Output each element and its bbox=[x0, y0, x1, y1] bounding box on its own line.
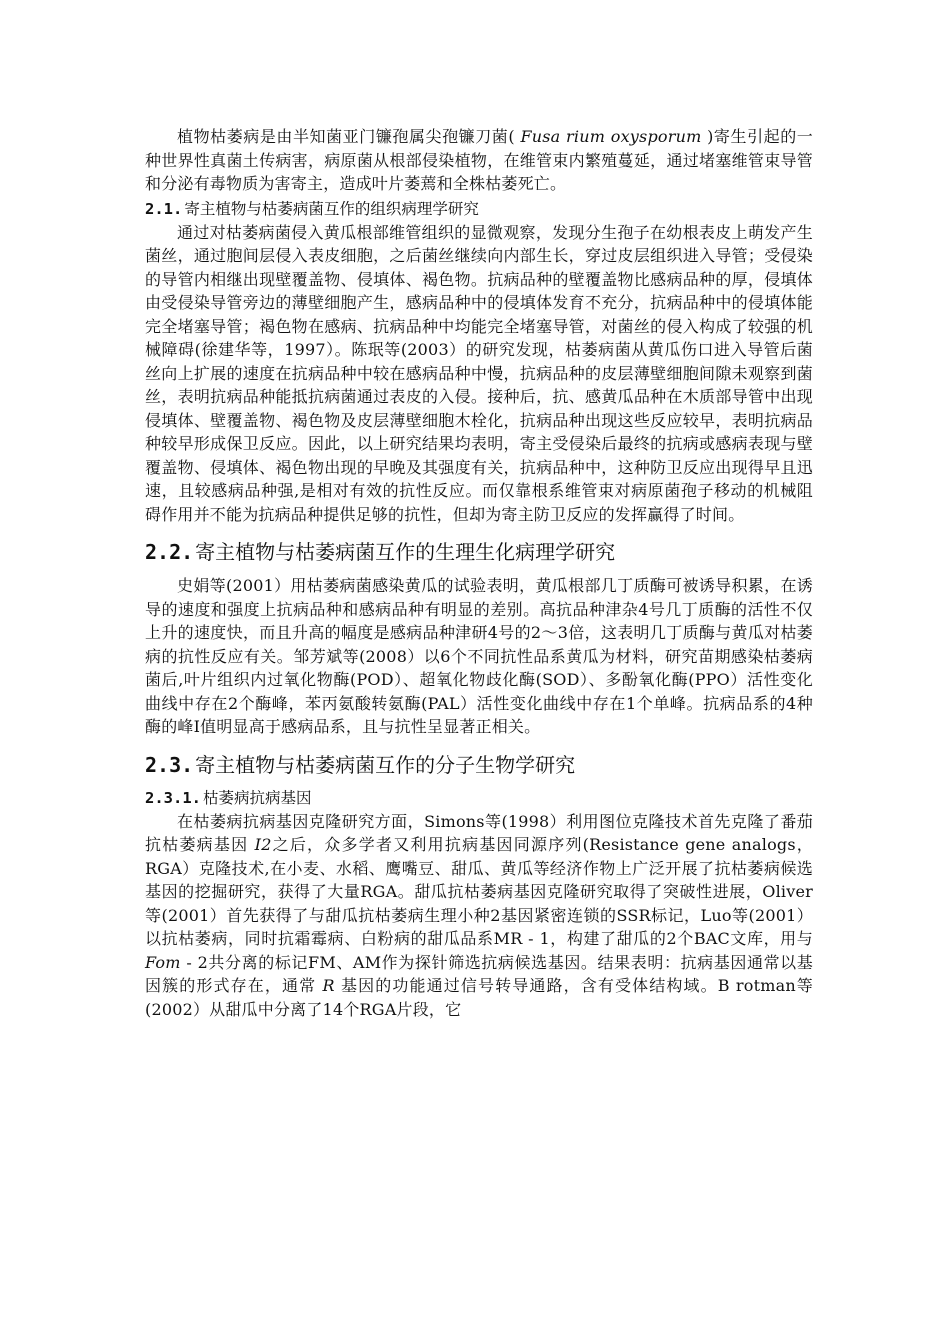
gene-name: I2 bbox=[248, 835, 272, 854]
gene-name: Fom bbox=[145, 952, 181, 972]
section-2-2-heading bbox=[145, 538, 813, 566]
section-2-1-heading bbox=[145, 198, 813, 221]
section-title: 枯萎病抗病基因 bbox=[203, 788, 312, 807]
paragraph-text: 在枯萎病抗病基因克隆研究方面，Simons等(1998）利用图位克隆技术首先克隆了番茄抗枯萎病基因 bbox=[145, 811, 813, 854]
section-number: 2.2. bbox=[145, 540, 194, 564]
species-name: Fusa rium oxysporum bbox=[514, 127, 708, 146]
section-2-1-paragraph: 通过对枯萎病菌侵入黄瓜根部维管组织的显微观察，发现分生孢子在幼根表皮上萌发产生菌丝，通过胞间层侵入表皮细胞，之后菌丝继续向内部生长，穿过皮层组织进入导管；受侵染的导管内相继出现壁覆盖物、侵填体、褐色物。抗病品种的壁覆盖物比感病品种的厚，侵填体由受侵染导管旁边的薄壁细胞产生，感病品种中的侵填体发育不充分，抗病品种中的侵填体能完全堵塞导管；褐色物在感病、抗病品种中均能完全堵塞导管，对菌丝的侵入构成了较强的机械障碍(徐建华等，1997）。陈珉等(2003）的研究发现，枯萎病菌从黄瓜伤口进入导管后菌丝向上扩展的速度在抗病品种中较在感病品种中慢，抗病品种的皮层薄壁细胞间隙未观察到菌丝，表明抗病品种能抵抗病菌通过表皮的入侵。接种后，抗、感黄瓜品种在木质部导管中出现侵填体、壁覆盖物、褐色物及皮层薄壁细胞木栓化，抗病品种出现这些反应较早，表明抗病品种较早形成保卫反应。因此，以上研究结果均表明，寄主受侵染后最终的抗病或感病表现与壁覆盖物、侵填体、褐色物出现的早晚及其强度有关，抗病品种中，这种防卫反应出现得早且迅速，且较感病品种强,是相对有效的抗性反应。而仅靠根系维管束对病原菌孢子移动的机械阻碍作用并不能为抗病品种提供足够的抗性，但却为寄主防卫反应的发挥赢得了时间。 bbox=[145, 222, 813, 524]
section-title: 寄主植物与枯萎病菌互作的组织病理学研究 bbox=[184, 199, 479, 218]
paragraph-text: - 2共分离的标记FM、AM作为探针筛选抗病候选基因。结果表明：抗病基因通常以基因簇的形式存在，通常 bbox=[145, 952, 813, 995]
section-number: 2.3.1. bbox=[145, 788, 201, 807]
gene-name: R bbox=[316, 976, 341, 995]
section-2-2-paragraph: 史娟等(2001）用枯萎病菌感染黄瓜的试验表明，黄瓜根部几丁质酶可被诱导积累，在诱导的速度和强度上抗病品种和感病品种有明显的差别。高抗品种津杂4号几丁质酶的活性不仅上升的速度快，而且升高的幅度是感病品种津研4号的2～3倍，这表明几丁质酶与黄瓜对枯萎病的抗性反应有关。邹芳斌等(2008）以6个不同抗性品系黄瓜为材料，研究苗期感染枯萎病菌后,叶片组织内过氧化物酶(POD）、超氧化物歧化酶(SOD）、多酚氧化酶(PPO）活性变化曲线中存在2个酶峰，苯丙氨酸转氨酶(PAL）活性变化曲线中存在1个单峰。抗病品系的4种酶的峰Ⅰ值明显高于感病品系，且与抗性呈显著正相关。 bbox=[145, 576, 813, 736]
section-title: 寄主植物与枯萎病菌互作的分子生物学研究 bbox=[195, 752, 576, 777]
paragraph-text: 基因的功能通过信号转导通路，含有受体结构域。B rotman等(2002）从甜瓜中分离了14个RGA片段，它 bbox=[145, 976, 813, 1019]
intro-paragraph bbox=[145, 125, 813, 196]
section-2-3-heading bbox=[145, 751, 813, 779]
section-number: 2.3. bbox=[145, 752, 194, 777]
section-2-3-1-paragraph bbox=[145, 810, 813, 1022]
section-2-3-1-heading bbox=[145, 787, 813, 810]
intro-text-before: 植物枯萎病是由半知菌亚门镰孢属尖孢镰刀菌( bbox=[177, 127, 515, 146]
section-title: 寄主植物与枯萎病菌互作的生理生化病理学研究 bbox=[195, 540, 616, 564]
paragraph-text: 之后，众多学者又利用抗病基因同源序列(Resistance gene analogs，RGA）克隆技术,在小麦、水稻、鹰嘴豆、甜瓜、黄瓜等经济作物上广泛开展了抗枯萎病候选基因的挖掘研究，获得了大量RGA。甜瓜抗枯萎病基因克隆研究取得了突破性进展，Oliver等(2001）首先获得了与甜瓜抗枯萎病生理小种2基因紧密连锁的SSR标记，Luo等(2001）以抗枯萎病，同时抗霜霉病、白粉病的甜瓜品系MR - 1，构建了甜瓜的2个BAC文库，用与 bbox=[145, 835, 814, 948]
intro-text-after: )寄生引起的一种世界性真菌土传病害，病原菌从根部侵染植物，在维管束内繁殖蔓延，通过堵塞维管束导管和分泌有毒物质为害寄主，造成叶片萎蔫和全株枯萎死亡。 bbox=[145, 127, 813, 193]
document-body bbox=[145, 125, 813, 1021]
section-number: 2.1. bbox=[145, 199, 183, 218]
